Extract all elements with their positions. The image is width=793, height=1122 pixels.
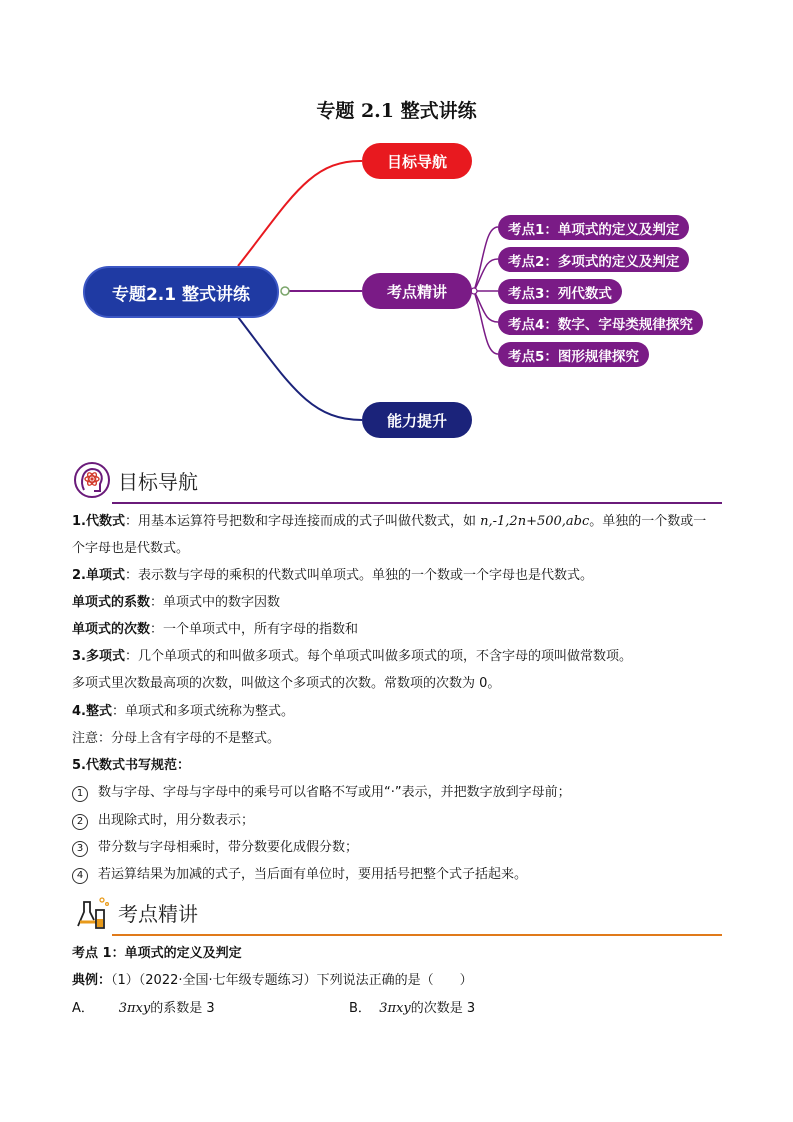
rule-item: 3 带分数与字母相乘时，带分数要化成假分数；: [72, 839, 358, 857]
mindmap-sub-1: 考点1：单项式的定义及判定: [498, 215, 689, 240]
def-coefficient: 单项式的系数：单项式中的数字因数: [72, 595, 281, 610]
rule-item: 1 数与字母、字母与字母中的乘号可以省略不写或用“·”表示，并把数字放到字母前；: [72, 784, 571, 802]
mindmap-root: 专题2.1 整式讲练: [83, 266, 279, 318]
def-daishushi: 1.代数式：用基本运算符号把数和字母连接而成的式子叫做代数式，如 n,-1,2n+500,abc。单独的一个数或一: [72, 514, 707, 529]
def-duoxiangshi: 3.多项式：几个单项式的和叫做多项式。每个单项式叫做多项式的项，不含字母的项叫做常数项。: [72, 649, 632, 664]
connector-sub5: [474, 291, 498, 354]
writing-rules-title: 5.代数式书写规范：: [72, 758, 190, 773]
brain-atom-icon: [72, 460, 112, 500]
kaodian-title: 考点 1：单项式的定义及判定: [72, 946, 242, 961]
rule-item: 2 出现除式时，用分数表示；: [72, 812, 254, 830]
def-danxiangshi: 2.单项式：表示数与字母的乘积的代数式叫单项式。单独的一个数或一个字母也是代数式。: [72, 568, 593, 583]
rule-item: 4 若运算结果为加减的式子，当后面有单位时，要用括号把整个式子括起来。: [72, 866, 527, 884]
def-duoxiangshi-line2: 多项式里次数最高项的次数，叫做这个多项式的次数。常数项的次数为 0。: [72, 676, 501, 691]
option-a: A． 3πxy的系数是 3: [72, 1001, 215, 1016]
def-daishushi-line2: 个字母也是代数式。: [72, 541, 190, 556]
root-connector-dot: [281, 287, 289, 295]
connector-nav: [238, 161, 362, 266]
mindmap-branch-ti: 能力提升: [362, 402, 472, 438]
mindmap-branch-nav: 目标导航: [362, 143, 472, 179]
mindmap-sub-3: 考点3：列代数式: [498, 279, 622, 304]
connector-sub2: [474, 259, 498, 291]
def-degree: 单项式的次数：一个单项式中，所有字母的指数和: [72, 622, 359, 637]
section-divider-jing: [112, 934, 722, 936]
note-text: 注意：分母上含有字母的不是整式。: [72, 731, 281, 746]
section-title-nav: 目标导航: [118, 470, 198, 494]
section-title-jing: 考点精讲: [118, 902, 198, 926]
section-header-nav: [72, 460, 722, 504]
mindmap-branch-jing: 考点精讲: [362, 273, 472, 309]
flask-icon: [72, 892, 112, 932]
mindmap-sub-5: 考点5：图形规律探究: [498, 342, 649, 367]
mindmap-sub-4: 考点4：数字、字母类规律探究: [498, 310, 703, 335]
section-divider-nav: [112, 502, 722, 504]
option-b: B． 3πxy的次数是 3: [349, 1001, 476, 1016]
connector-ti: [238, 317, 362, 420]
page-title: 专题 2.1 整式讲练: [316, 100, 477, 122]
def-zhengshi: 4.整式：单项式和多项式统称为整式。: [72, 704, 294, 719]
section-header-jing: [72, 892, 722, 936]
mindmap-sub-2: 考点2：多项式的定义及判定: [498, 247, 689, 272]
example-question: 典例：（1）（2022·全国·七年级专题练习）下列说法正确的是（ ）: [72, 973, 473, 988]
